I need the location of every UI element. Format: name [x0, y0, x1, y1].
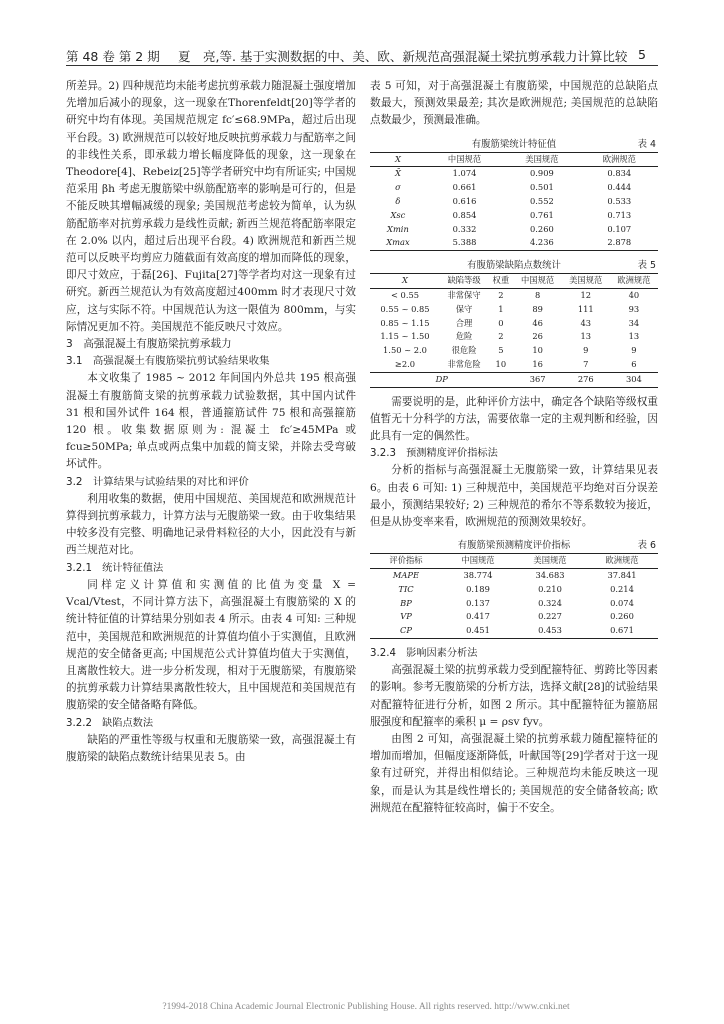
table-row — [370, 597, 658, 611]
table-row — [370, 344, 658, 358]
table-cell: 0.260 — [610, 611, 634, 622]
column-header: 欧洲规范 — [605, 555, 639, 566]
table-cell: 89 — [532, 303, 543, 314]
table-body — [370, 288, 658, 387]
table-cell: 5.388 — [452, 237, 477, 248]
column-header: X — [402, 275, 408, 286]
table-cell: 0.616 — [452, 196, 477, 206]
table-number: 表 4 — [637, 138, 656, 150]
paragraph: 高强混凝土梁的抗剪承载力受到配箍特征、剪跨比等因素的影响。参考无腹筋梁的分析方法，选择文献[28]的试验结果对配箍特征进行分析，如图 2 所示。其中配箍特征为箍筋屈服强度和配箍率的乘积 μ = ρsv fyv。 — [370, 664, 658, 728]
table-cell: 12 — [580, 289, 592, 300]
total-cell: 304 — [625, 373, 642, 384]
table-5 — [370, 273, 658, 387]
table-cell: 0.453 — [538, 625, 562, 636]
table-cell: 40 — [628, 289, 640, 300]
table-cell: 8 — [534, 289, 541, 300]
table-number: 表 6 — [637, 540, 656, 552]
table-row — [370, 181, 658, 195]
table-cell: 93 — [628, 303, 640, 314]
column-header: 美国规范 — [569, 275, 603, 286]
table-number: 表 5 — [637, 260, 656, 272]
table-header-row — [370, 554, 658, 569]
paragraph: 由图 2 可知，高强混凝土梁的抗剪承载力随配箍特征的增加而增加，但幅度逐渐降低，叶献国等[29]学者对于这一现象有过研究，并得出相似结论。三种规范均未能反映这一现象，而是认为其是线性增长的; 美国规范的安全储备较高; 欧洲规范在配箍特征较高时，偏于不安全。 — [370, 732, 658, 814]
table-cell: 0.189 — [466, 583, 490, 594]
table-row — [370, 195, 658, 209]
journal-volume: 第 48 卷 第 2 期 — [66, 49, 160, 64]
table-row — [370, 288, 658, 302]
table-cell: 10 — [532, 345, 543, 356]
table-cell: 0.227 — [538, 611, 562, 622]
table-cell: 非常危险 — [447, 358, 481, 369]
table-cell: 9 — [583, 345, 589, 356]
table-cell: 26 — [532, 331, 543, 342]
table-cell: 37.841 — [607, 569, 637, 580]
table-cell: 6 — [631, 358, 637, 369]
table-cell: 4.236 — [530, 237, 554, 248]
section-heading-3-1: 3.1 高强混凝土有腹筋梁抗剪试验结果收集 — [66, 355, 270, 368]
table-cell: 1.50 ~ 2.0 — [383, 345, 427, 356]
table-6 — [370, 553, 658, 639]
table-cell: 0.137 — [466, 597, 490, 608]
table-cell: 2 — [498, 331, 504, 342]
table-cell: 38.774 — [463, 569, 493, 580]
table-cell: 0.324 — [538, 597, 562, 608]
table-cell: VP — [400, 611, 412, 622]
table-cell: 2 — [498, 289, 504, 300]
table-cell: 0.444 — [607, 182, 632, 193]
table-5-caption — [370, 257, 658, 273]
table-header-row — [370, 274, 658, 289]
table-cell: 危险 — [455, 331, 473, 342]
column-header: 欧洲规范 — [602, 153, 636, 164]
table-4-caption — [370, 136, 658, 152]
table-cell: 0.417 — [466, 611, 490, 622]
table-cell: TIC — [398, 583, 414, 594]
copyright-footer: ?1994-2018 China Academic Journal Electronic Publishing House. All rights reserved. http://www.cnki.net — [162, 1002, 570, 1012]
table-cell: 很危险 — [451, 345, 477, 356]
table-row — [370, 317, 658, 331]
table-cell: δ — [395, 196, 401, 206]
table-cell: 0.501 — [530, 182, 554, 193]
table-6-caption — [370, 537, 658, 553]
table-cell: X̄ — [394, 168, 401, 179]
table-4 — [370, 152, 658, 252]
table-row — [370, 610, 658, 624]
paragraph: 分析的指标与高强混凝土无腹筋梁一致，计算结果见表 6。由表 6 可知: 1) 三种规范中，美国规范平均绝对百分误差最小，预测结果较好; 2) 三种规范的希尔不等系数较为接近，但是从协变率来看，欧洲规范的预测效果较好。 — [370, 464, 658, 528]
table-row — [370, 209, 658, 223]
column-header: 中国规范 — [521, 275, 555, 286]
table-cell: 0.85 ~ 1.15 — [380, 317, 430, 328]
table-cell: 合理 — [455, 317, 473, 328]
table-row — [370, 624, 658, 638]
column-header: X — [394, 153, 401, 164]
section-heading-3-2-3: 3.2.3 预测精度评价指标法 — [370, 448, 498, 460]
total-cell: 276 — [577, 373, 594, 384]
table-row — [370, 223, 658, 237]
right-column — [370, 78, 658, 817]
column-header: 评价指标 — [389, 555, 423, 566]
table-cell: 0.834 — [607, 168, 632, 179]
table-cell: 0.854 — [452, 209, 477, 220]
table-cell: ≥2.0 — [394, 358, 416, 369]
column-header: 缺陷等级 — [447, 275, 481, 286]
table-title: 有腹筋梁缺陷点数统计 — [467, 260, 561, 272]
table-cell: 1 — [498, 303, 504, 314]
table-cell: 非常保守 — [447, 289, 481, 300]
paragraph: 同样定义计算值和实测值的比值为变量 X = Vcal/Vtest，不同计算方法下，高强混凝土有腹筋梁的 X 的统计特征值的计算结果分别如表 4 所示。由表 4 可知: 三种规范中，美国规范和欧洲规范的计算值均值小于实测值，且欧洲规范的安全储备更高; 中国规范公式计算值均值大于实测值，且离散性较大。进一步分析发现，相对于无腹筋梁，有腹筋梁的抗剪承载力计算结果离散性较大，且中国规范和美国规范有腹筋梁的安全储备略有降低。 — [66, 578, 356, 712]
table-row — [370, 167, 658, 181]
section-heading-3-2-2: 3.2.2 缺陷点数法 — [66, 717, 154, 729]
table-cell: 2.878 — [607, 237, 632, 248]
paragraph: 本文收集了 1985 ~ 2012 年间国内外总共 195 根高强混凝土有腹筋简支梁的抗剪承载力试验数据，其中国内试件 31 根和国外试件 164 根，普通箍筋试件 75 根和高强箍筋 120 根。收集数据原则为: 混凝土 fc′≥45MPa 或 fcu≥50MPa; 单点或两点集中加载的简支梁，并除去受弯破坏试件。 — [66, 372, 356, 471]
table-cell: 0 — [498, 317, 504, 328]
table-cell: 13 — [628, 331, 640, 342]
section-heading-3-2-1: 3.2.1 统计特征值法 — [66, 562, 164, 574]
column-header: 中国规范 — [447, 153, 482, 164]
table-cell: 0.761 — [530, 209, 554, 220]
table-cell: 0.552 — [530, 196, 554, 206]
table-cell: σ — [395, 182, 401, 193]
table-cell: 13 — [580, 331, 592, 342]
table-cell: Xmin — [387, 223, 409, 234]
table-row — [370, 583, 658, 597]
table-cell: 0.55 ~ 0.85 — [380, 303, 430, 314]
section-heading-3-2-4: 3.2.4 影响因素分析法 — [370, 647, 478, 659]
table-row — [370, 303, 658, 317]
table-cell: 0.671 — [610, 625, 634, 636]
column-header: 美国规范 — [533, 555, 567, 566]
table-cell: 43 — [580, 317, 592, 328]
table-cell: 0.260 — [530, 223, 554, 234]
table-cell: 7 — [583, 358, 589, 369]
paragraph: 表 5 可知，对于高强混凝土有腹筋梁，中国规范的总缺陷点数最大，预测效果最差; 其次是欧洲规范; 美国规范的总缺陷点数最少，预测最准确。 — [370, 80, 658, 127]
table-cell: 0.533 — [607, 196, 632, 206]
table-cell: BP — [400, 597, 412, 608]
table-cell: CP — [400, 625, 412, 636]
table-total-row — [370, 372, 658, 387]
page-number: 5 — [638, 47, 646, 62]
running-header — [66, 46, 658, 66]
table-cell: 10 — [495, 358, 507, 369]
table-cell: Xmax — [386, 237, 410, 248]
paragraph: 缺陷的严重性等级与权重和无腹筋梁一致，高强混凝土有腹筋梁的缺陷点数统计结果见表 5。由 — [66, 733, 356, 763]
table-row — [370, 330, 658, 344]
table-cell: 0.451 — [466, 625, 490, 636]
table-cell: 0.210 — [538, 583, 562, 594]
table-cell: 0.214 — [610, 583, 634, 594]
table-cell: 34.683 — [535, 569, 565, 580]
table-title: 有腹筋梁统计特征值 — [471, 138, 557, 150]
table-cell: 9 — [631, 345, 637, 356]
table-body — [370, 167, 658, 251]
paragraph: 所差异。2) 四种规范均未能考虑抗剪承载力随混凝土强度增加先增加后减小的现象，这一现象在Thorenfeldt[20]等学者的研究中均有体现。美国规范规定 fc′≤68.9MPa，超过后出现平台段。3) 欧洲规范可以较好地反映抗剪承载力与配筋率之间的非线性关系，即承载力增长幅度降低的现象，这一现象在Theodore[4]、Rebeiz[25]等学者研究中均有所证实; 中国规范采用 βh 考虑无腹筋梁中纵筋配筋率的影响是可行的，但是不能反映其增幅减缓的现象; 美国规范考虑较为简单，认为纵筋配筋率对抗剪承载力是线性贡献; 新西兰规范将配筋率限定在 2.0% 以内，超过后出现平台段。4) 欧洲规范和新西兰规范可以反映平均剪应力随截面有效高度的增加而降低的现象，即尺寸效应，于磊[26]、Fujita[27]等学者均对这一现象有过研究。新西兰规范认为有效高度超过400mm 时才表现尺寸效应，这与实际不符。中国规范认为这一限值为 800mm，与实际情况更加不符。美国规范不能反映尺寸效应。 — [66, 80, 356, 333]
table-cell: 0.107 — [607, 223, 632, 234]
table-cell: Xsc — [390, 209, 406, 220]
table-cell: 111 — [577, 303, 594, 314]
left-column — [66, 78, 356, 766]
table-row — [370, 568, 658, 582]
table-cell: 1.074 — [452, 168, 477, 179]
table-cell: 0.661 — [452, 182, 477, 193]
table-cell: 0.713 — [607, 209, 632, 220]
table-title: 有腹筋梁预测精度评价指标 — [457, 540, 571, 552]
table-cell: 16 — [532, 358, 543, 369]
column-header: 欧洲规范 — [617, 275, 651, 286]
table-cell: 5 — [498, 345, 504, 356]
table-cell: 34 — [628, 317, 640, 328]
table-cell: MAPE — [392, 569, 420, 580]
column-header: 中国规范 — [461, 555, 495, 566]
total-cell: 367 — [529, 373, 546, 384]
column-header: 美国规范 — [525, 153, 559, 164]
table-cell: 0.332 — [452, 223, 477, 234]
paragraph: 需要说明的是，此种评价方法中，确定各个缺陷等级权重值暂无十分科学的方法，需要依靠一定的主观判断和经验，因此具有一定的偶然性。 — [370, 395, 658, 442]
table-header-row — [370, 152, 658, 167]
table-cell: 保守 — [455, 303, 473, 314]
paragraph: 利用收集的数据，使用中国规范、美国规范和欧洲规范计算得到抗剪承载力，计算方法与无腹筋梁一致。由于收集结果中较多没有完整、明确地记录骨料粒径的大小，因此没有与新西兰规范对比。 — [66, 492, 356, 557]
table-cell: < 0.55 — [390, 289, 420, 300]
table-body — [370, 568, 658, 638]
section-heading-3: 3 高强混凝土有腹筋梁抗剪承载力 — [66, 338, 232, 351]
table-cell: 0.074 — [610, 597, 634, 608]
total-label: DP — [435, 373, 448, 384]
table-cell: 0.909 — [530, 168, 554, 179]
table-cell: 1.15 ~ 1.50 — [380, 331, 430, 342]
column-header: 权重 — [492, 275, 510, 286]
section-heading-3-2: 3.2 计算结果与试验结果的对比和评价 — [66, 475, 249, 488]
table-row — [370, 358, 658, 372]
table-cell: 46 — [532, 317, 543, 328]
table-row — [370, 236, 658, 250]
article-short-title: 夏 亮,等. 基于实测数据的中、美、欧、新规范高强混凝土梁抗剪承载力计算比较 — [178, 49, 628, 64]
